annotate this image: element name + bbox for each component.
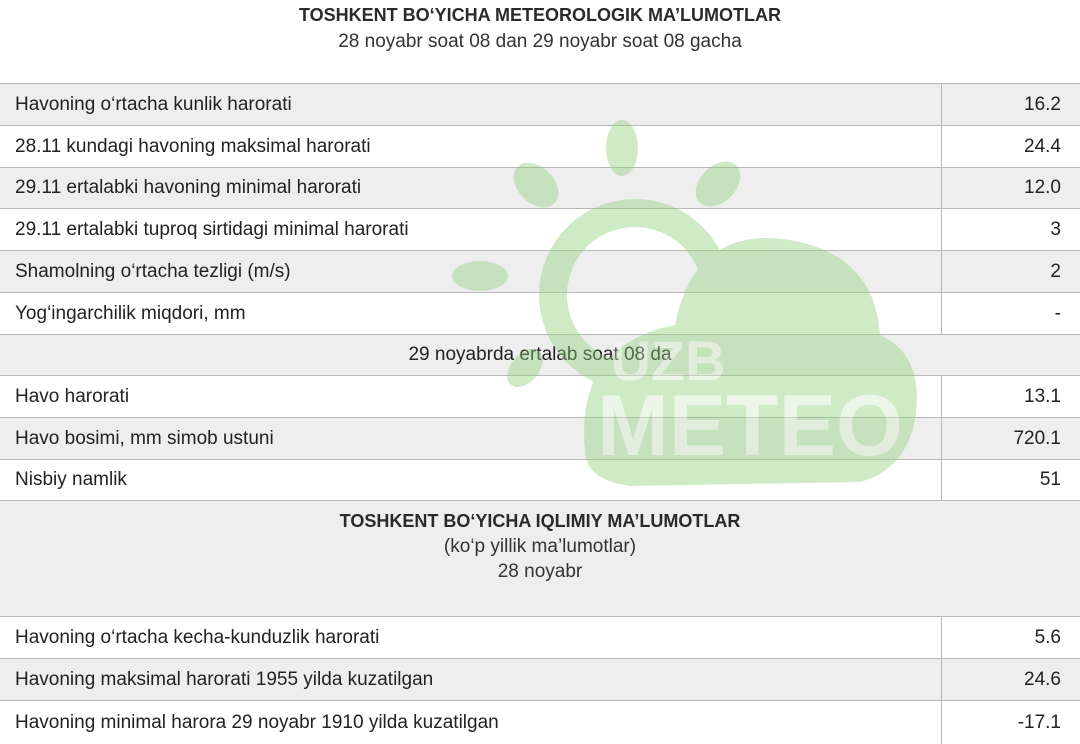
watermark-text-uzb: UZB xyxy=(610,329,726,392)
table-row xyxy=(0,84,1080,126)
row-value: 2 xyxy=(941,251,1080,292)
row-label: 29.11 ertalabki tuproq sirtidagi minimal harorati xyxy=(15,218,409,240)
row-label: 29.11 ertalabki havoning minimal harorati xyxy=(15,177,362,198)
row-value: 13.1 xyxy=(941,376,1080,417)
row-label: Shamolning o‘rtacha tezligi (m/s) xyxy=(15,260,291,282)
row-label: Havoning o‘rtacha kunlik harorati xyxy=(15,93,292,115)
table-row xyxy=(0,418,1080,460)
table-row xyxy=(0,126,1080,168)
row-value: 16.2 xyxy=(941,84,1080,125)
row-label: Havo bosimi, mm simob ustuni xyxy=(15,427,274,449)
climate-header-block xyxy=(0,501,1080,617)
table-row xyxy=(0,209,1080,251)
row-value: 24.6 xyxy=(941,659,1080,700)
climate-date: 28 noyabr xyxy=(497,561,583,582)
row-label: Havo harorati xyxy=(15,385,130,407)
row-value: - xyxy=(941,293,1080,334)
climate-subtitle: (ko‘p yillik ma’lumotlar) xyxy=(443,536,637,557)
row-value: 51 xyxy=(941,460,1080,500)
morning-section-header xyxy=(0,335,1080,376)
table-row xyxy=(0,701,1080,744)
page-title: TOSHKENT BO‘YICHA METEOROLOGIK MA’LUMOTLAR xyxy=(299,5,781,25)
row-label: Nisbiy namlik xyxy=(15,469,127,490)
row-label: Havoning minimal harora 29 noyabr 1910 yilda kuzatilgan xyxy=(15,711,499,733)
table-row xyxy=(0,659,1080,701)
row-value: -17.1 xyxy=(941,701,1080,744)
row-value: 12.0 xyxy=(941,168,1080,208)
table-row xyxy=(0,460,1080,501)
watermark-text-meteo: METEO xyxy=(597,378,903,474)
table-row xyxy=(0,617,1080,659)
climate-title: TOSHKENT BO‘YICHA IQLIMIY MA’LUMOTLAR xyxy=(339,511,741,531)
row-label: Havoning o‘rtacha kecha-kunduzlik harorati xyxy=(15,626,380,648)
table-row xyxy=(0,168,1080,209)
row-value: 720.1 xyxy=(941,418,1080,459)
row-value: 24.4 xyxy=(941,126,1080,167)
period-subtitle: 28 noyabr soat 08 dan 29 noyabr soat 08 gacha xyxy=(338,31,742,52)
row-value: 3 xyxy=(941,209,1080,250)
table-row xyxy=(0,293,1080,335)
table-row xyxy=(0,251,1080,293)
row-label: Yog‘ingarchilik miqdori, mm xyxy=(15,302,246,324)
header-block xyxy=(0,0,1080,84)
table-row xyxy=(0,376,1080,418)
row-label: Havoning maksimal harorati 1955 yilda kuzatilgan xyxy=(15,668,434,690)
morning-section-title: 29 noyabrda ertalab soat 08 da xyxy=(408,344,672,365)
row-value: 5.6 xyxy=(941,617,1080,658)
row-label: 28.11 kundagi havoning maksimal harorati xyxy=(15,135,371,157)
